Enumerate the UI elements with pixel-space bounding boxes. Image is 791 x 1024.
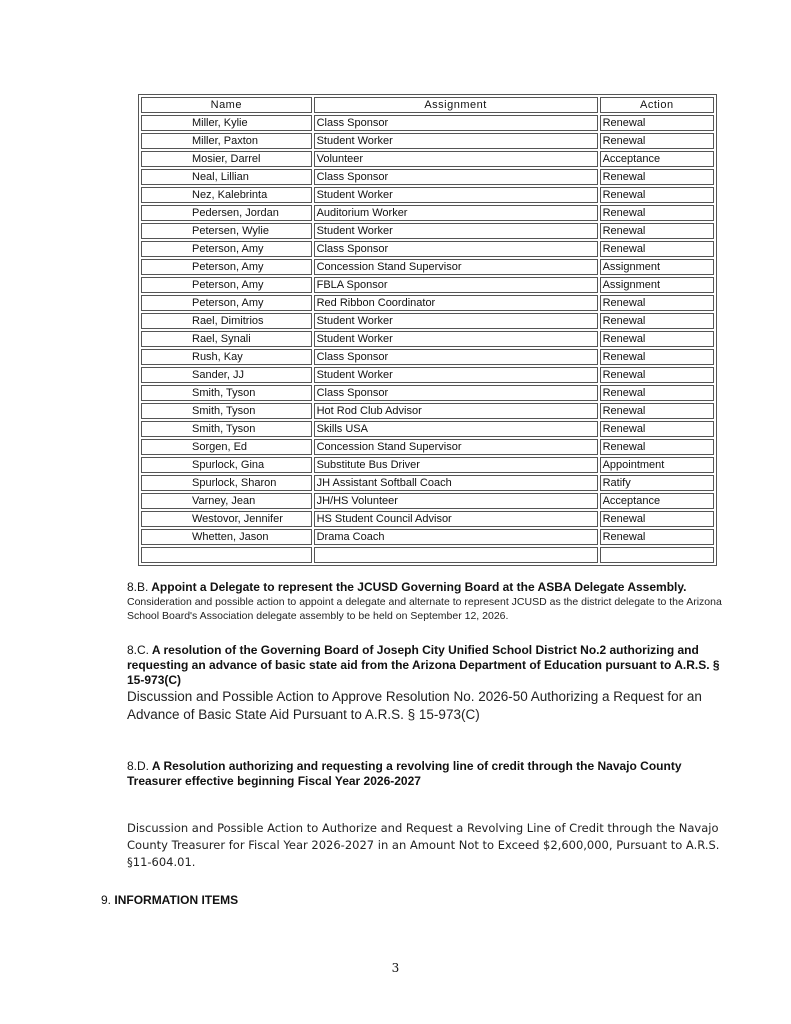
assignment-cell: Concession Stand Supervisor xyxy=(314,439,598,455)
table-row xyxy=(141,475,714,491)
name-cell: Peterson, Amy xyxy=(141,259,312,275)
assignment-cell: Class Sponsor xyxy=(314,241,598,257)
table-row xyxy=(141,223,714,239)
name-cell: Rush, Kay xyxy=(141,349,312,365)
action-cell: Acceptance xyxy=(600,151,714,167)
name-cell: Miller, Kylie xyxy=(141,115,312,131)
action-cell: Acceptance xyxy=(600,493,714,509)
table-row xyxy=(141,403,714,419)
name-cell: Peterson, Amy xyxy=(141,295,312,311)
action-cell: Renewal xyxy=(600,223,714,239)
name-cell: Mosier, Darrel xyxy=(141,151,312,167)
name-cell: Peterson, Amy xyxy=(141,241,312,257)
action-cell: Appointment xyxy=(600,457,714,473)
table-row xyxy=(141,439,714,455)
assignment-cell xyxy=(314,547,598,563)
action-cell: Renewal xyxy=(600,439,714,455)
name-cell: Whetten, Jason xyxy=(141,529,312,545)
assignment-cell: Substitute Bus Driver xyxy=(314,457,598,473)
action-cell: Renewal xyxy=(600,403,714,419)
assignment-cell: FBLA Sponsor xyxy=(314,277,598,293)
assignment-cell: Student Worker xyxy=(314,187,598,203)
assignment-cell: Student Worker xyxy=(314,331,598,347)
action-cell: Renewal xyxy=(600,205,714,221)
section-8c-title xyxy=(127,643,727,688)
action-cell: Renewal xyxy=(600,241,714,257)
action-cell: Renewal xyxy=(600,187,714,203)
action-cell: Renewal xyxy=(600,529,714,545)
action-cell: Ratify xyxy=(600,475,714,491)
action-cell: Renewal xyxy=(600,313,714,329)
name-cell: Rael, Dimitrios xyxy=(141,313,312,329)
table-row xyxy=(141,313,714,329)
section-8d-heading: A Resolution authorizing and requesting a revolving line of credit through the Navajo County Treasurer effective beginning Fiscal Year 2026-2027 xyxy=(127,759,682,788)
assignment-cell: Student Worker xyxy=(314,223,598,239)
name-cell: Spurlock, Sharon xyxy=(141,475,312,491)
action-cell: Renewal xyxy=(600,133,714,149)
action-cell: Renewal xyxy=(600,367,714,383)
table-row xyxy=(141,529,714,545)
name-cell: Nez, Kalebrinta xyxy=(141,187,312,203)
section-8b-title xyxy=(127,580,727,595)
name-cell: Miller, Paxton xyxy=(141,133,312,149)
table-header-row xyxy=(141,97,714,113)
table-row xyxy=(141,493,714,509)
action-cell: Renewal xyxy=(600,349,714,365)
assignment-cell: Student Worker xyxy=(314,133,598,149)
assignment-cell: Class Sponsor xyxy=(314,385,598,401)
assignment-cell: Student Worker xyxy=(314,313,598,329)
name-cell: Smith, Tyson xyxy=(141,421,312,437)
name-cell: Pedersen, Jordan xyxy=(141,205,312,221)
table-row xyxy=(141,115,714,131)
name-cell: Petersen, Wylie xyxy=(141,223,312,239)
assignment-table xyxy=(138,94,717,566)
table-row xyxy=(141,421,714,437)
name-cell: Westovor, Jennifer xyxy=(141,511,312,527)
action-cell: Renewal xyxy=(600,331,714,347)
section-8b-heading: Appoint a Delegate to represent the JCUSD Governing Board at the ASBA Delegate Assembly. xyxy=(151,580,687,594)
section-8d-description: Discussion and Possible Action to Authorize and Request a Revolving Line of Credit through the Navajo County Treasurer for Fiscal Year 2026-2027 in an Amount Not to Exceed $2,600,000, Pursuant to A.R.S. §11-604.01. xyxy=(127,821,720,869)
name-cell: Rael, Synali xyxy=(141,331,312,347)
table-row xyxy=(141,385,714,401)
action-cell: Renewal xyxy=(600,385,714,401)
action-cell xyxy=(600,547,714,563)
table-row xyxy=(141,331,714,347)
assignment-cell: JH/HS Volunteer xyxy=(314,493,598,509)
action-cell: Renewal xyxy=(600,421,714,437)
action-cell: Renewal xyxy=(600,295,714,311)
name-cell: Neal, Lillian xyxy=(141,169,312,185)
assignment-cell: Class Sponsor xyxy=(314,115,598,131)
action-cell: Renewal xyxy=(600,115,714,131)
assignment-cell: Concession Stand Supervisor xyxy=(314,259,598,275)
section-8c-number: 8.C. xyxy=(127,643,150,657)
assignment-cell: Auditorium Worker xyxy=(314,205,598,221)
header-assignment: Assignment xyxy=(314,97,598,113)
name-cell: Peterson, Amy xyxy=(141,277,312,293)
table-row xyxy=(141,169,714,185)
name-cell: Spurlock, Gina xyxy=(141,457,312,473)
table-row xyxy=(141,205,714,221)
table-row xyxy=(141,187,714,203)
section-8b xyxy=(127,580,727,623)
header-action: Action xyxy=(600,97,714,113)
section-8d-number: 8.D. xyxy=(127,759,150,773)
action-cell: Assignment xyxy=(600,259,714,275)
section-8c-heading: A resolution of the Governing Board of Joseph City Unified School District No.2 authorizing and requesting an advance of basic state aid from the Arizona Department of Education pursuant to A.R.S. § 15-973(C) xyxy=(127,643,720,687)
section-8d xyxy=(127,759,727,789)
section-8c-description: Discussion and Possible Action to Approve Resolution No. 2026-50 Authorizing a Request for an Advance of Basic State Aid Pursuant to A.R.S. § 15-973(C) xyxy=(127,689,702,722)
table-row xyxy=(141,295,714,311)
section-8b-description: Consideration and possible action to appoint a delegate and alternate to represent JCUSD as the district delegate to the Arizona School Board's Association delegate assembly to be held on September 12, 2026. xyxy=(127,596,722,622)
table-row xyxy=(141,457,714,473)
assignment-cell: Volunteer xyxy=(314,151,598,167)
assignment-cell: Drama Coach xyxy=(314,529,598,545)
header-name: Name xyxy=(141,97,312,113)
action-cell: Renewal xyxy=(600,511,714,527)
info-number: 9. xyxy=(101,893,112,907)
section-8d-title xyxy=(127,759,727,789)
action-cell: Renewal xyxy=(600,169,714,185)
table-row xyxy=(141,241,714,257)
assignment-cell: Hot Rod Club Advisor xyxy=(314,403,598,419)
section-8d-body xyxy=(127,820,737,871)
information-items xyxy=(101,893,238,907)
table-body xyxy=(141,115,714,563)
page-number: 3 xyxy=(391,961,400,975)
assignment-cell: JH Assistant Softball Coach xyxy=(314,475,598,491)
assignment-cell: Red Ribbon Coordinator xyxy=(314,295,598,311)
table-row xyxy=(141,367,714,383)
name-cell xyxy=(141,547,312,563)
name-cell: Smith, Tyson xyxy=(141,385,312,401)
table-row xyxy=(141,511,714,527)
assignment-cell: Skills USA xyxy=(314,421,598,437)
name-cell: Sander, JJ xyxy=(141,367,312,383)
table-row xyxy=(141,277,714,293)
table-row xyxy=(141,547,714,563)
assignment-cell: Student Worker xyxy=(314,367,598,383)
name-cell: Smith, Tyson xyxy=(141,403,312,419)
table-row xyxy=(141,133,714,149)
assignment-cell: HS Student Council Advisor xyxy=(314,511,598,527)
name-cell: Sorgen, Ed xyxy=(141,439,312,455)
action-cell: Assignment xyxy=(600,277,714,293)
assignment-cell: Class Sponsor xyxy=(314,349,598,365)
name-cell: Varney, Jean xyxy=(141,493,312,509)
section-8c xyxy=(127,643,727,724)
table-row xyxy=(141,349,714,365)
assignment-cell: Class Sponsor xyxy=(314,169,598,185)
table-row xyxy=(141,151,714,167)
section-8b-number: 8.B. xyxy=(127,580,149,594)
table-row xyxy=(141,259,714,275)
info-label: INFORMATION ITEMS xyxy=(114,893,239,907)
